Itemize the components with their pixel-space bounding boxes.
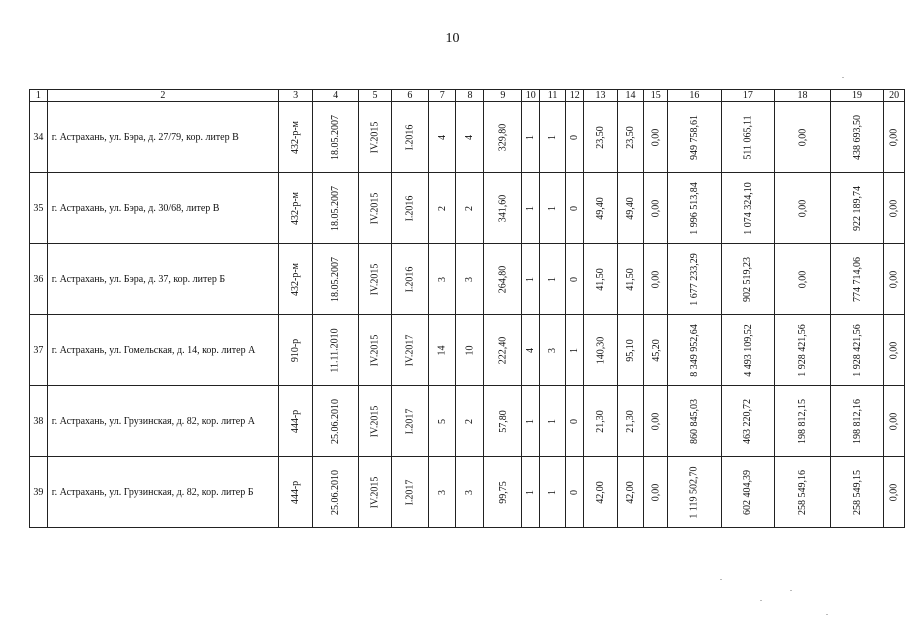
rotated-value: 860 845,03 bbox=[688, 398, 700, 444]
value-cell bbox=[279, 457, 313, 528]
value-cell bbox=[617, 457, 644, 528]
rotated-value: 0 bbox=[569, 205, 581, 211]
scan-speck bbox=[826, 614, 828, 615]
column-header: 18 bbox=[775, 90, 831, 102]
rotated-value: 444-р bbox=[290, 409, 302, 433]
rotated-value: 0,00 bbox=[888, 341, 900, 359]
value-cell bbox=[279, 173, 313, 244]
value-cell bbox=[484, 244, 522, 315]
value-cell bbox=[884, 244, 905, 315]
column-header: 2 bbox=[47, 90, 278, 102]
rotated-value: 432-р-м bbox=[290, 120, 302, 154]
address-cell: г. Астрахань, ул. Бэра, д. 27/79, кор. литер В bbox=[47, 102, 278, 173]
address-cell: г. Астрахань, ул. Бэра, д. 30/68, литер В bbox=[47, 173, 278, 244]
value-cell bbox=[721, 386, 775, 457]
rotated-value: 4 bbox=[436, 134, 448, 140]
rotated-value: 0 bbox=[569, 276, 581, 282]
rotated-value: 4 493 109,52 bbox=[742, 323, 754, 377]
address-cell: г. Астрахань, ул. Бэра, д. 37, кор. литер Б bbox=[47, 244, 278, 315]
rotated-value: 0,00 bbox=[796, 128, 808, 146]
rotated-value: 444-р bbox=[290, 480, 302, 504]
value-cell bbox=[391, 315, 428, 386]
value-cell bbox=[721, 457, 775, 528]
rotated-value: 1 bbox=[525, 418, 537, 424]
rotated-value: 140,30 bbox=[594, 336, 606, 364]
rotated-value: 23,50 bbox=[624, 125, 636, 149]
value-cell bbox=[313, 102, 359, 173]
rotated-value: 45,20 bbox=[650, 338, 662, 362]
column-header: 8 bbox=[456, 90, 484, 102]
rotated-value: 1 074 324,10 bbox=[742, 181, 754, 235]
row-number-cell: 38 bbox=[30, 386, 48, 457]
rotated-value: I.2016 bbox=[404, 266, 416, 292]
rotated-value: 1 bbox=[525, 205, 537, 211]
column-header: 20 bbox=[884, 90, 905, 102]
value-cell bbox=[617, 315, 644, 386]
rotated-value: 0,00 bbox=[888, 412, 900, 430]
address-cell: г. Астрахань, ул. Грузинская, д. 82, кор. литер Б bbox=[47, 457, 278, 528]
rotated-value: 198 812,15 bbox=[796, 398, 808, 444]
rotated-value: 42,00 bbox=[594, 480, 606, 504]
value-cell bbox=[884, 173, 905, 244]
value-cell bbox=[830, 244, 884, 315]
rotated-value: 2 bbox=[464, 205, 476, 211]
column-header: 13 bbox=[584, 90, 617, 102]
rotated-value: 511 065,11 bbox=[742, 114, 754, 160]
rotated-value: 910-р bbox=[290, 338, 302, 362]
column-header: 11 bbox=[540, 90, 566, 102]
rotated-value: 438 693,50 bbox=[851, 114, 863, 160]
value-cell bbox=[775, 315, 831, 386]
value-cell bbox=[428, 173, 455, 244]
rotated-value: 14 bbox=[436, 345, 448, 355]
value-cell bbox=[428, 457, 455, 528]
rotated-value: 21,30 bbox=[594, 409, 606, 433]
rotated-value: 1 bbox=[569, 347, 581, 353]
value-cell bbox=[522, 386, 540, 457]
rotated-value: 18.05.2007 bbox=[330, 256, 342, 302]
rotated-value: 4 bbox=[525, 347, 537, 353]
table-row bbox=[30, 457, 905, 528]
rotated-value: 3 bbox=[547, 347, 559, 353]
value-cell bbox=[428, 244, 455, 315]
value-cell bbox=[313, 173, 359, 244]
rotated-value: 902 519,23 bbox=[742, 256, 754, 302]
address-cell: г. Астрахань, ул. Грузинская, д. 82, кор. литер А bbox=[47, 386, 278, 457]
value-cell bbox=[391, 457, 428, 528]
value-cell bbox=[644, 102, 668, 173]
value-cell bbox=[456, 315, 484, 386]
value-cell bbox=[584, 315, 617, 386]
value-cell bbox=[644, 457, 668, 528]
register-table bbox=[29, 89, 905, 528]
value-cell bbox=[830, 173, 884, 244]
rotated-value: 1 bbox=[525, 276, 537, 282]
rotated-value: 25.06.2010 bbox=[330, 398, 342, 444]
rotated-value: 3 bbox=[436, 489, 448, 495]
value-cell bbox=[721, 102, 775, 173]
value-cell bbox=[668, 173, 722, 244]
rotated-value: 774 714,06 bbox=[851, 256, 863, 302]
rotated-value: I.2016 bbox=[404, 195, 416, 221]
value-cell bbox=[775, 173, 831, 244]
scan-speck bbox=[720, 579, 722, 580]
value-cell bbox=[428, 102, 455, 173]
rotated-value: 1 119 502,70 bbox=[688, 465, 700, 519]
rotated-value: 57,80 bbox=[497, 409, 509, 433]
value-cell bbox=[359, 173, 392, 244]
value-cell bbox=[456, 102, 484, 173]
value-cell bbox=[456, 386, 484, 457]
rotated-value: 0 bbox=[569, 418, 581, 424]
value-cell bbox=[830, 102, 884, 173]
value-cell bbox=[775, 244, 831, 315]
value-cell bbox=[884, 457, 905, 528]
scan-speck bbox=[760, 600, 762, 601]
value-cell bbox=[721, 244, 775, 315]
rotated-value: 0,00 bbox=[650, 412, 662, 430]
rotated-value: I.2017 bbox=[404, 408, 416, 434]
rotated-value: 8 349 952,64 bbox=[688, 323, 700, 377]
rotated-value: 264,80 bbox=[497, 265, 509, 293]
row-number-cell: 34 bbox=[30, 102, 48, 173]
value-cell bbox=[484, 315, 522, 386]
value-cell bbox=[566, 244, 584, 315]
value-cell bbox=[456, 173, 484, 244]
value-cell bbox=[456, 244, 484, 315]
value-cell bbox=[584, 173, 617, 244]
value-cell bbox=[540, 244, 566, 315]
column-header: 1 bbox=[30, 90, 48, 102]
value-cell bbox=[566, 315, 584, 386]
rotated-value: 1 bbox=[547, 134, 559, 140]
rotated-value: I.2017 bbox=[404, 479, 416, 505]
value-cell bbox=[313, 315, 359, 386]
rotated-value: 1 bbox=[547, 276, 559, 282]
value-cell bbox=[566, 173, 584, 244]
value-cell bbox=[644, 386, 668, 457]
value-cell bbox=[484, 457, 522, 528]
value-cell bbox=[313, 244, 359, 315]
rotated-value: 432-р-м bbox=[290, 191, 302, 225]
rotated-value: 1 bbox=[525, 489, 537, 495]
rotated-value: IV.2015 bbox=[369, 334, 381, 366]
rotated-value: 463 220,72 bbox=[742, 398, 754, 444]
rotated-value: 23,50 bbox=[594, 125, 606, 149]
rotated-value: I.2016 bbox=[404, 124, 416, 150]
rotated-value: 99,75 bbox=[497, 480, 509, 504]
rotated-value: 0,00 bbox=[650, 199, 662, 217]
value-cell bbox=[617, 386, 644, 457]
value-cell bbox=[313, 386, 359, 457]
value-cell bbox=[391, 386, 428, 457]
row-number-cell: 36 bbox=[30, 244, 48, 315]
rotated-value: 11.11.2010 bbox=[330, 327, 342, 373]
value-cell bbox=[644, 244, 668, 315]
value-cell bbox=[668, 457, 722, 528]
value-cell bbox=[830, 457, 884, 528]
rotated-value: 42,00 bbox=[624, 480, 636, 504]
column-header: 17 bbox=[721, 90, 775, 102]
value-cell bbox=[484, 173, 522, 244]
scan-speck bbox=[842, 77, 844, 78]
value-cell bbox=[359, 315, 392, 386]
value-cell bbox=[566, 457, 584, 528]
rotated-value: 0,00 bbox=[888, 128, 900, 146]
page-number: 10 bbox=[445, 31, 460, 46]
value-cell bbox=[279, 102, 313, 173]
value-cell bbox=[644, 315, 668, 386]
rotated-value: IV.2015 bbox=[369, 263, 381, 295]
column-header: 6 bbox=[391, 90, 428, 102]
column-header: 15 bbox=[644, 90, 668, 102]
rotated-value: IV.2015 bbox=[369, 405, 381, 437]
value-cell bbox=[522, 315, 540, 386]
table-row bbox=[30, 102, 905, 173]
rotated-value: 18.05.2007 bbox=[330, 185, 342, 231]
column-number-row bbox=[30, 90, 905, 102]
rotated-value: 0,00 bbox=[796, 270, 808, 288]
value-cell bbox=[313, 457, 359, 528]
value-cell bbox=[522, 102, 540, 173]
rotated-value: IV.2015 bbox=[369, 121, 381, 153]
rotated-value: 0,00 bbox=[888, 199, 900, 217]
row-number-cell: 37 bbox=[30, 315, 48, 386]
rotated-value: 432-р-м bbox=[290, 262, 302, 296]
address-cell: г. Астрахань, ул. Гомельская, д. 14, кор. литер А bbox=[47, 315, 278, 386]
column-header: 10 bbox=[522, 90, 540, 102]
value-cell bbox=[540, 315, 566, 386]
value-cell bbox=[522, 457, 540, 528]
rotated-value: 3 bbox=[464, 276, 476, 282]
column-header: 19 bbox=[830, 90, 884, 102]
rotated-value: 25.06.2010 bbox=[330, 469, 342, 515]
rotated-value: 222,40 bbox=[497, 336, 509, 364]
value-cell bbox=[279, 315, 313, 386]
rotated-value: 1 bbox=[547, 205, 559, 211]
rotated-value: 602 404,39 bbox=[742, 469, 754, 515]
value-cell bbox=[668, 244, 722, 315]
rotated-value: 1 677 233,29 bbox=[688, 252, 700, 306]
rotated-value: 0,00 bbox=[888, 270, 900, 288]
value-cell bbox=[617, 244, 644, 315]
rotated-value: 21,30 bbox=[624, 409, 636, 433]
table-body bbox=[30, 102, 905, 528]
value-cell bbox=[668, 315, 722, 386]
rotated-value: 0 bbox=[569, 134, 581, 140]
value-cell bbox=[566, 102, 584, 173]
value-cell bbox=[391, 102, 428, 173]
column-header: 4 bbox=[313, 90, 359, 102]
column-header: 9 bbox=[484, 90, 522, 102]
rotated-value: 329,80 bbox=[497, 123, 509, 151]
value-cell bbox=[522, 244, 540, 315]
value-cell bbox=[668, 386, 722, 457]
row-number-cell: 39 bbox=[30, 457, 48, 528]
table-row bbox=[30, 173, 905, 244]
row-number-cell: 35 bbox=[30, 173, 48, 244]
value-cell bbox=[884, 386, 905, 457]
value-cell bbox=[428, 386, 455, 457]
rotated-value: 0,00 bbox=[650, 128, 662, 146]
rotated-value: IV.2015 bbox=[369, 476, 381, 508]
value-cell bbox=[359, 386, 392, 457]
rotated-value: 4 bbox=[464, 134, 476, 140]
rotated-value: 0,00 bbox=[650, 483, 662, 501]
value-cell bbox=[456, 457, 484, 528]
rotated-value: 49,40 bbox=[594, 196, 606, 220]
rotated-value: 3 bbox=[436, 276, 448, 282]
rotated-value: 1 bbox=[547, 489, 559, 495]
value-cell bbox=[359, 244, 392, 315]
table-row bbox=[30, 386, 905, 457]
rotated-value: 3 bbox=[464, 489, 476, 495]
value-cell bbox=[391, 173, 428, 244]
value-cell bbox=[359, 457, 392, 528]
value-cell bbox=[584, 386, 617, 457]
rotated-value: 18.05.2007 bbox=[330, 114, 342, 160]
value-cell bbox=[566, 386, 584, 457]
column-header: 7 bbox=[428, 90, 455, 102]
value-cell bbox=[584, 102, 617, 173]
column-header: 3 bbox=[279, 90, 313, 102]
value-cell bbox=[644, 173, 668, 244]
scan-speck bbox=[790, 590, 792, 591]
rotated-value: 0,00 bbox=[888, 483, 900, 501]
value-cell bbox=[540, 102, 566, 173]
value-cell bbox=[522, 173, 540, 244]
value-cell bbox=[484, 102, 522, 173]
value-cell bbox=[359, 102, 392, 173]
rotated-value: 10 bbox=[464, 345, 476, 355]
value-cell bbox=[830, 315, 884, 386]
value-cell bbox=[584, 457, 617, 528]
value-cell bbox=[775, 457, 831, 528]
rotated-value: 258 549,16 bbox=[796, 469, 808, 515]
rotated-value: 41,50 bbox=[594, 267, 606, 291]
rotated-value: 49,40 bbox=[624, 196, 636, 220]
value-cell bbox=[668, 102, 722, 173]
table-row bbox=[30, 244, 905, 315]
value-cell bbox=[428, 315, 455, 386]
table-row bbox=[30, 315, 905, 386]
rotated-value: 0,00 bbox=[650, 270, 662, 288]
value-cell bbox=[617, 102, 644, 173]
rotated-value: 1 928 421,56 bbox=[851, 323, 863, 377]
rotated-value: 41,50 bbox=[624, 267, 636, 291]
value-cell bbox=[884, 315, 905, 386]
rotated-value: 922 189,74 bbox=[851, 185, 863, 231]
value-cell bbox=[391, 244, 428, 315]
value-cell bbox=[721, 315, 775, 386]
column-header: 5 bbox=[359, 90, 392, 102]
rotated-value: 2 bbox=[464, 418, 476, 424]
rotated-value: 0 bbox=[569, 489, 581, 495]
column-header: 14 bbox=[617, 90, 644, 102]
value-cell bbox=[775, 102, 831, 173]
rotated-value: 95,10 bbox=[624, 338, 636, 362]
value-cell bbox=[540, 386, 566, 457]
rotated-value: 5 bbox=[436, 418, 448, 424]
rotated-value: 341,60 bbox=[497, 194, 509, 222]
rotated-value: 1 928 421,56 bbox=[796, 323, 808, 377]
value-cell bbox=[584, 244, 617, 315]
rotated-value: 1 bbox=[525, 134, 537, 140]
column-header: 12 bbox=[566, 90, 584, 102]
value-cell bbox=[484, 386, 522, 457]
value-cell bbox=[830, 386, 884, 457]
rotated-value: 949 758,61 bbox=[688, 114, 700, 160]
value-cell bbox=[540, 173, 566, 244]
value-cell bbox=[884, 102, 905, 173]
rotated-value: IV.2015 bbox=[369, 192, 381, 224]
rotated-value: 2 bbox=[436, 205, 448, 211]
rotated-value: 258 549,15 bbox=[851, 469, 863, 515]
rotated-value: 1 996 513,84 bbox=[688, 181, 700, 235]
value-cell bbox=[540, 457, 566, 528]
column-header: 16 bbox=[668, 90, 722, 102]
value-cell bbox=[775, 386, 831, 457]
value-cell bbox=[721, 173, 775, 244]
rotated-value: 1 bbox=[547, 418, 559, 424]
value-cell bbox=[279, 244, 313, 315]
rotated-value: IV.2017 bbox=[404, 334, 416, 366]
value-cell bbox=[279, 386, 313, 457]
rotated-value: 198 812,16 bbox=[851, 398, 863, 444]
rotated-value: 0,00 bbox=[796, 199, 808, 217]
value-cell bbox=[617, 173, 644, 244]
